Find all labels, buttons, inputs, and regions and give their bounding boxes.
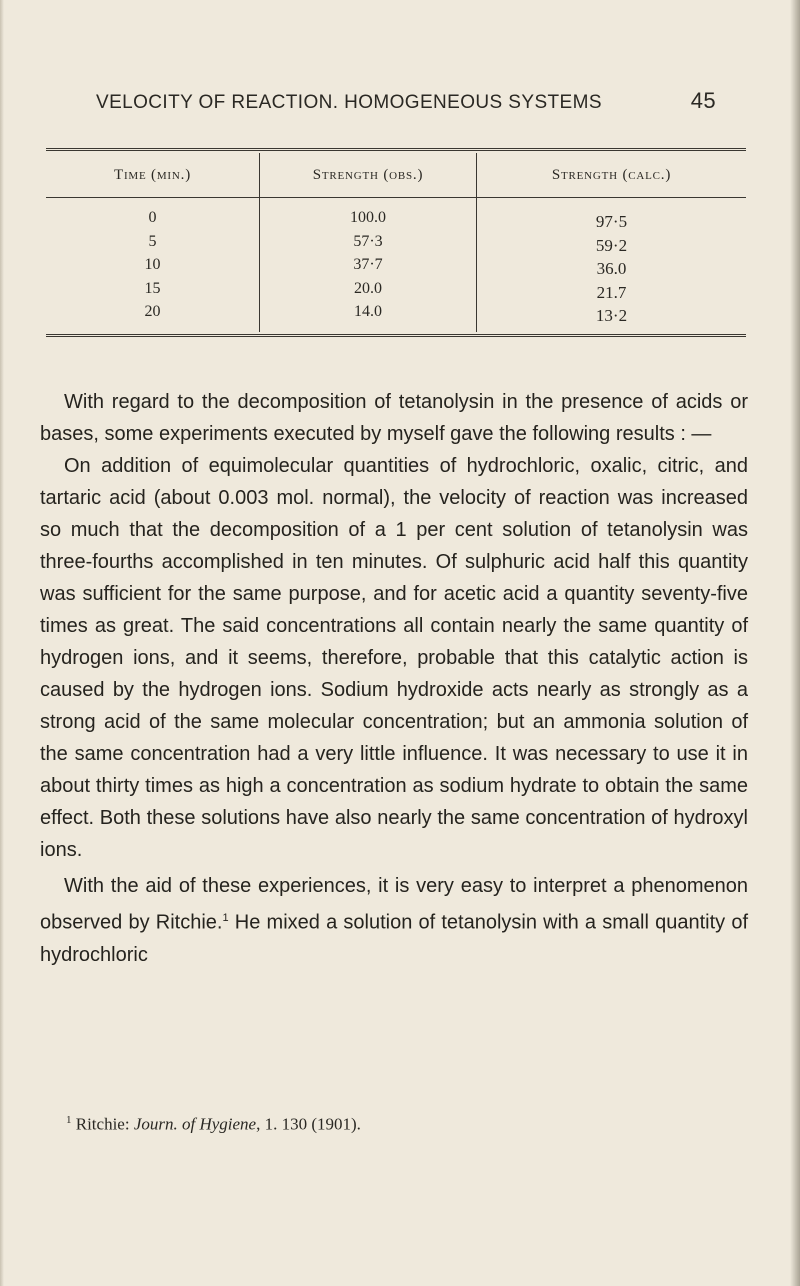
observed-cell: 20.0: [354, 279, 382, 297]
velocity-table: [46, 153, 746, 332]
time-cell: 20: [144, 303, 161, 320]
col-header-strength-calc: Strength (calc.): [477, 153, 747, 198]
observed-cell: 14.0: [354, 303, 382, 320]
page-number: 45: [690, 88, 716, 113]
paragraph: On addition of equimolecular quantities of hydrochloric, oxalic, citric, and tartaric acid (about 0.003 mol. normal), the velocity of reaction was increased so much that the decomposition of a 1 per cent solution of tetanolysin was three-fourths accomplished in ten minutes. Of sulphuric acid half this quantity was sufficient for the same purpose, and for acetic acid a quantity seventy-five times as great. The said concentrations all contain nearly the same quantity of hydrogen ions, and it seems, therefore, probable that this catalytic action is caused by the hydrogen ions. Sodium hydroxide acts nearly as strongly as a strong acid of the same molecular concentration; but an ammonia solution of the same concentration had a very little influence. It was necessary to use it in about thirty times as high a concentration as sodium hydrate to obtain the same effect. Both these solutions have also nearly the same concentration of hydroxyl ions.: [40, 455, 748, 861]
observed-column: [260, 198, 477, 332]
calculated-cell: 97·5: [595, 212, 628, 231]
footnote-journal: Journ. of Hygiene: [133, 1114, 257, 1134]
time-column: [46, 198, 260, 332]
page-edge-left: [0, 0, 4, 1286]
paragraph-continuation: He mixed a solution of tetanolysin with a small quantity of hydrochloric: [40, 911, 749, 966]
running-head-title: VELOCITY OF REACTION. HOMOGENEOUS SYSTEMS: [96, 92, 602, 113]
footnote-author: Ritchie:: [71, 1114, 134, 1134]
col-header-strength-obs: Strength (obs.): [260, 153, 477, 198]
table-header-row: [46, 153, 746, 198]
time-cell: 10: [144, 256, 161, 273]
running-head: [96, 88, 716, 114]
observed-cell: 57·3: [353, 232, 383, 250]
observed-cell: 37·7: [353, 256, 383, 273]
time-cell: 0: [148, 209, 157, 226]
calculated-column: [477, 198, 747, 332]
table-body-row: [46, 198, 746, 332]
footnote-reference: 1: [222, 912, 229, 924]
footnote-marker: 1: [66, 1114, 72, 1126]
time-cell: 5: [148, 232, 157, 250]
calculated-cell: 36.0: [596, 259, 627, 278]
time-cell: 15: [144, 279, 161, 297]
col-header-time: Time (min.): [46, 153, 260, 198]
footnote: [66, 1114, 666, 1135]
body-text: [40, 386, 748, 971]
calculated-cell: 21.7: [596, 282, 627, 302]
paragraph: [40, 870, 748, 971]
page-edge-right: [790, 0, 800, 1286]
calculated-cell: 59·2: [595, 235, 628, 255]
calculated-cell: 13·2: [595, 306, 628, 325]
paragraph: With regard to the decomposition of tetanolysin in the presence of acids or bases, some experiments executed by myself gave the following results : —: [40, 391, 748, 445]
paragraph-text: With the aid of these experiences, it is very easy to interpret a phenomenon observed by Ritchie.: [40, 875, 748, 934]
footnote-reference-detail: , 1. 130 (1901).: [256, 1114, 361, 1134]
data-table-frame: [46, 148, 746, 337]
observed-cell: 100.0: [350, 209, 386, 226]
